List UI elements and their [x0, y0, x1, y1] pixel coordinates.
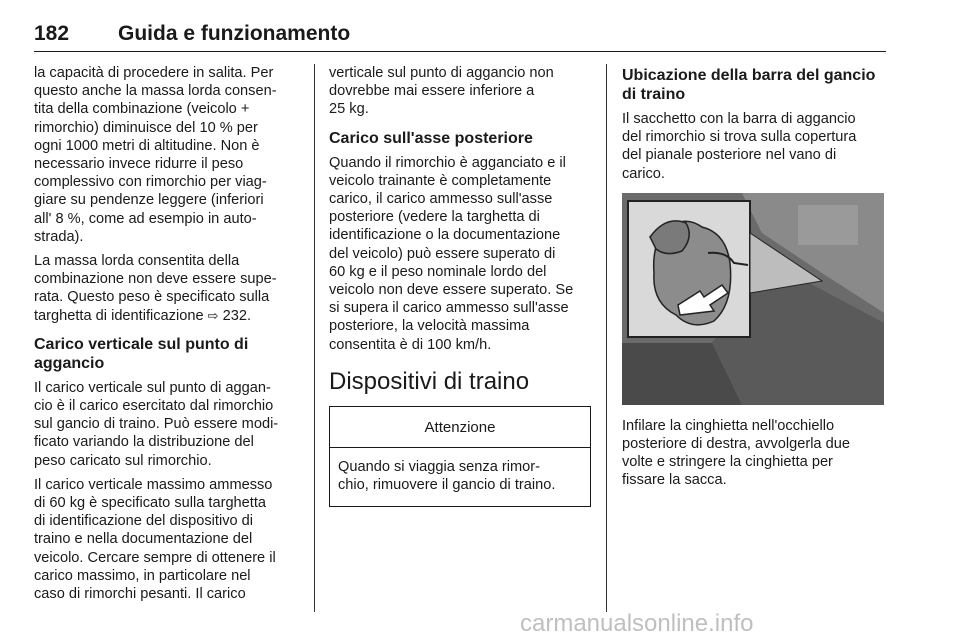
text-line: volte e stringere la cinghietta per [622, 454, 833, 471]
column-3 [622, 64, 886, 496]
chapter-heading: Dispositivi di traino [329, 367, 530, 395]
tow-bar-bag-illustration [622, 193, 884, 405]
text-line: del pianale posteriore nel vano di [622, 147, 837, 164]
column-divider-2 [606, 64, 607, 612]
column-divider-1 [314, 64, 315, 612]
trunk-photo [622, 193, 884, 405]
heading-line: aggancio [34, 354, 105, 372]
text-line: necessario invece ridurre il peso [34, 156, 244, 173]
section-heading [34, 335, 302, 373]
text-line: carico. [622, 165, 665, 182]
text-line: carico, il carico ammesso sull'asse [329, 191, 553, 208]
paragraph [34, 476, 302, 603]
page-reference-arrow-icon[interactable]: ⇨ [207, 307, 219, 323]
heading-line: Carico verticale sul punto di [34, 335, 249, 353]
watermark: carmanualsonline.info [520, 610, 754, 637]
text-line: carico massimo, in particolare nel [34, 567, 251, 584]
text-line: posteriore di destra, avvolgerla due [622, 436, 850, 453]
warning-body [330, 448, 590, 506]
page-title: Guida e funzionamento [118, 22, 351, 45]
column-2 [329, 64, 593, 507]
text-line: ogni 1000 metri di altitudine. Non è [34, 137, 260, 154]
header-rule [34, 51, 886, 52]
text-line: peso caricato sul rimorchio. [34, 452, 212, 469]
text-line: cio è il carico esercitato dal rimorchio [34, 398, 274, 415]
warning-title: Attenzione [330, 407, 590, 448]
text-line: 60 kg e il peso nominale lordo del [329, 263, 547, 280]
text-line: Quando il rimorchio è agganciato e il [329, 154, 566, 171]
text-line: del veicolo) può essere superato di [329, 245, 556, 262]
paragraph [34, 64, 302, 246]
text-fragment: targhetta di identificazione [34, 307, 204, 324]
text-line: Il carico verticale sul punto di aggan- [34, 379, 271, 396]
paragraph [329, 64, 593, 119]
warning-box [329, 406, 591, 508]
text-line: di 60 kg è specificato sulla targhetta [34, 495, 267, 512]
text-line: si supera il carico ammesso sull'asse [329, 300, 569, 317]
text-line: caso di rimorchi pesanti. Il carico [34, 586, 246, 603]
text-line: giare su pendenze leggere (inferiori [34, 192, 264, 209]
heading-line: Ubicazione della barra del gancio [622, 67, 876, 84]
text-line: questo anche la massa lorda consen- [34, 83, 277, 100]
text-line: veicolo. Cercare sempre di ottenere il [34, 549, 276, 566]
text-line: del rimorchio si trova sulla copertura [622, 129, 857, 146]
text-line: fissare la sacca. [622, 472, 727, 489]
text-line: Infilare la cinghietta nell'occhiello [622, 417, 835, 434]
text-line: dovrebbe mai essere inferiore a [329, 83, 535, 100]
text-line: La massa lorda consentita della [34, 253, 240, 270]
text-line: rimorchio) diminuisce del 10 % per [34, 119, 258, 136]
paragraph [622, 110, 886, 183]
column-1 [34, 64, 302, 609]
text-line: complessivo con rimorchio per viag- [34, 174, 267, 191]
text-line: tita della combinazione (veicolo + [34, 101, 250, 118]
text-line: identificazione o la documentazione [329, 227, 561, 244]
text-line: strada). [34, 228, 84, 245]
text-line: veicolo trainante è completamente [329, 172, 552, 189]
text-line: posteriore, la velocità massima [329, 318, 530, 335]
text-line: traino e nella documentazione del [34, 531, 253, 548]
text-line: chio, rimuovere il gancio di traino. [338, 477, 556, 494]
paragraph [329, 154, 593, 354]
text-line: veicolo non deve essere superato. Se [329, 282, 574, 299]
text-line: ficato variando la distribuzione del [34, 434, 254, 451]
text-line: posteriore (vedere la targhetta di [329, 209, 540, 226]
text-line: di identificazione del dispositivo di [34, 513, 254, 530]
paragraph [622, 417, 886, 490]
text-line: la capacità di procedere in salita. Per [34, 65, 274, 81]
heading-line: di traino [622, 86, 686, 103]
text-line: Il sacchetto con la barra di aggancio [622, 111, 856, 127]
page-header [34, 14, 886, 54]
section-heading [622, 66, 886, 104]
page-number: 182 [34, 22, 70, 45]
section-heading: Carico sull'asse posteriore [329, 129, 533, 147]
text-line: all' 8 %, come ad esempio in auto- [34, 210, 257, 227]
text-line: Quando si viaggia senza rimor- [338, 459, 540, 476]
text-line [34, 307, 302, 325]
text-line: 25 kg. [329, 101, 369, 118]
text-line: consentita è di 100 km/h. [329, 336, 492, 353]
text-line: combinazione non deve essere supe- [34, 271, 277, 288]
page-reference[interactable]: 232. [222, 307, 251, 324]
text-line: rata. Questo peso è specificato sulla [34, 289, 270, 306]
paragraph [34, 252, 302, 325]
text-line: verticale sul punto di aggancio non [329, 65, 554, 81]
text-line: Il carico verticale massimo ammesso [34, 476, 273, 493]
text-line: sul gancio di traino. Può essere modi- [34, 416, 279, 433]
paragraph [34, 379, 302, 470]
